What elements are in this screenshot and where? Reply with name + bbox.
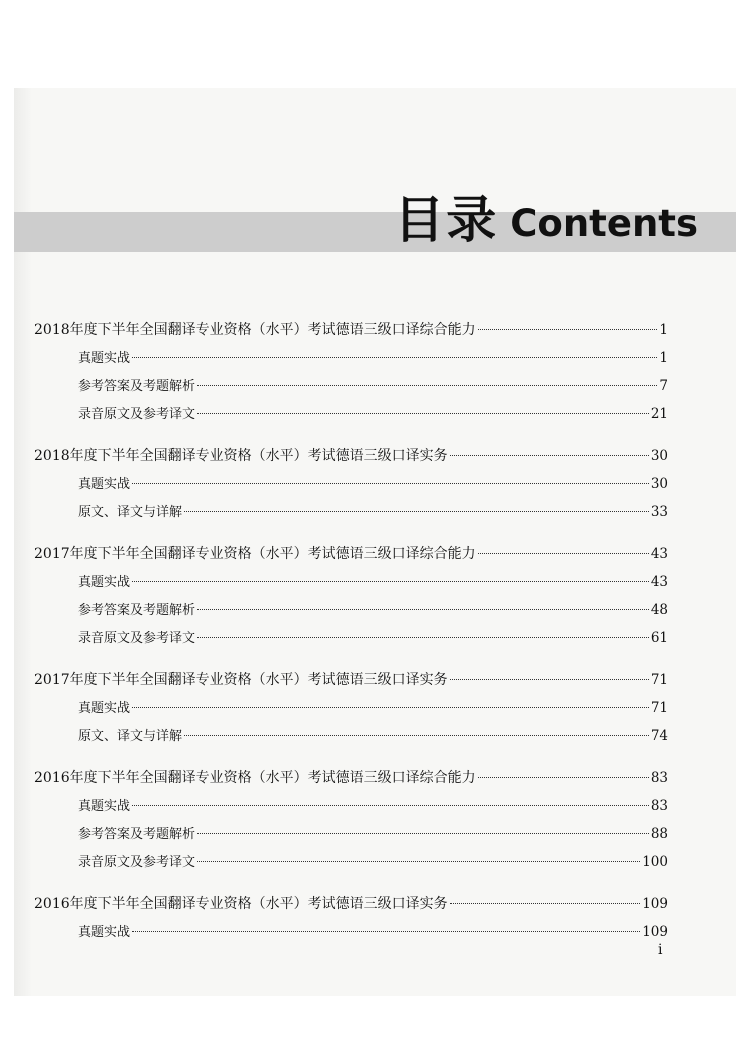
title-english: Contents bbox=[510, 202, 698, 245]
toc-entry-title: 2016年度下半年全国翻译专业资格（水平）考试德语三级口译实务 bbox=[34, 896, 448, 912]
toc-subsection-entry[interactable] bbox=[34, 400, 668, 428]
toc-entry-page: 61 bbox=[650, 630, 668, 646]
toc-entry-title: 真题实战 bbox=[78, 477, 131, 492]
toc-entry-page: 30 bbox=[650, 448, 668, 464]
toc-entry-title: 2017年度下半年全国翻译专业资格（水平）考试德语三级口译综合能力 bbox=[34, 546, 476, 562]
toc-subsection-entry[interactable] bbox=[34, 344, 668, 372]
dot-leader bbox=[197, 413, 649, 414]
dot-leader bbox=[197, 833, 649, 834]
toc-subsection-entry[interactable] bbox=[34, 694, 668, 722]
toc-entry-title: 录音原文及参考译文 bbox=[78, 855, 196, 870]
dot-leader bbox=[197, 385, 657, 386]
toc-section-entry[interactable] bbox=[34, 764, 668, 792]
toc-entry-page: 21 bbox=[650, 406, 668, 422]
toc-entry-page: 30 bbox=[650, 476, 668, 492]
dot-leader bbox=[450, 455, 649, 456]
toc-subsection-entry[interactable] bbox=[34, 792, 668, 820]
toc-section-entry[interactable] bbox=[34, 890, 668, 918]
page-title bbox=[394, 190, 698, 250]
toc-entry-title: 录音原文及参考译文 bbox=[78, 407, 196, 422]
toc-entry-title: 真题实战 bbox=[78, 575, 131, 590]
toc-entry-title: 2018年度下半年全国翻译专业资格（水平）考试德语三级口译实务 bbox=[34, 448, 448, 464]
toc-entry-page: 83 bbox=[650, 798, 668, 814]
toc-entry-title: 真题实战 bbox=[78, 701, 131, 716]
dot-leader bbox=[197, 861, 640, 862]
toc-entry-title: 真题实战 bbox=[78, 799, 131, 814]
dot-leader bbox=[184, 735, 649, 736]
toc-entry-title: 2016年度下半年全国翻译专业资格（水平）考试德语三级口译综合能力 bbox=[34, 770, 476, 786]
toc-entry-title: 参考答案及考题解析 bbox=[78, 379, 196, 394]
toc-entry-title: 原文、译文与详解 bbox=[78, 729, 183, 744]
dot-leader bbox=[132, 483, 649, 484]
toc-entry-page: 74 bbox=[650, 728, 668, 744]
page-number: i bbox=[658, 942, 663, 958]
toc-entry-page: 1 bbox=[659, 322, 668, 338]
toc-entry-title: 真题实战 bbox=[78, 351, 131, 366]
dot-leader bbox=[132, 805, 649, 806]
toc-subsection-entry[interactable] bbox=[34, 624, 668, 652]
dot-leader bbox=[478, 777, 649, 778]
toc-entry-page: 7 bbox=[659, 378, 668, 394]
toc-entry-page: 100 bbox=[642, 854, 668, 870]
toc-entry-page: 43 bbox=[650, 574, 668, 590]
dot-leader bbox=[132, 707, 649, 708]
toc-entry-title: 原文、译文与详解 bbox=[78, 505, 183, 520]
toc-entry-page: 71 bbox=[650, 700, 668, 716]
toc-entry-page: 83 bbox=[650, 770, 668, 786]
dot-leader bbox=[478, 329, 658, 330]
toc-section-entry[interactable] bbox=[34, 442, 668, 470]
dot-leader bbox=[132, 357, 657, 358]
dot-leader bbox=[450, 679, 649, 680]
toc-subsection-entry[interactable] bbox=[34, 596, 668, 624]
toc-subsection-entry[interactable] bbox=[34, 372, 668, 400]
dot-leader bbox=[184, 511, 649, 512]
table-of-contents bbox=[34, 316, 668, 946]
toc-section-entry[interactable] bbox=[34, 316, 668, 344]
toc-entry-title: 2017年度下半年全国翻译专业资格（水平）考试德语三级口译实务 bbox=[34, 672, 448, 688]
toc-entry-title: 真题实战 bbox=[78, 925, 131, 940]
toc-subsection-entry[interactable] bbox=[34, 568, 668, 596]
toc-entry-page: 71 bbox=[650, 672, 668, 688]
toc-section-entry[interactable] bbox=[34, 666, 668, 694]
toc-entry-title: 参考答案及考题解析 bbox=[78, 603, 196, 618]
toc-subsection-entry[interactable] bbox=[34, 820, 668, 848]
toc-entry-title: 录音原文及参考译文 bbox=[78, 631, 196, 646]
toc-entry-title: 参考答案及考题解析 bbox=[78, 827, 196, 842]
toc-entry-page: 33 bbox=[650, 504, 668, 520]
dot-leader bbox=[197, 609, 649, 610]
toc-entry-page: 109 bbox=[642, 896, 668, 912]
dot-leader bbox=[478, 553, 649, 554]
title-chinese: 目录 bbox=[394, 191, 499, 249]
dot-leader bbox=[132, 931, 640, 932]
toc-entry-page: 48 bbox=[650, 602, 668, 618]
toc-entry-page: 1 bbox=[659, 350, 668, 366]
dot-leader bbox=[450, 903, 641, 904]
toc-subsection-entry[interactable] bbox=[34, 918, 668, 946]
dot-leader bbox=[197, 637, 649, 638]
toc-subsection-entry[interactable] bbox=[34, 722, 668, 750]
toc-subsection-entry[interactable] bbox=[34, 470, 668, 498]
toc-subsection-entry[interactable] bbox=[34, 848, 668, 876]
toc-entry-title: 2018年度下半年全国翻译专业资格（水平）考试德语三级口译综合能力 bbox=[34, 322, 476, 338]
toc-entry-page: 109 bbox=[642, 924, 668, 940]
toc-section-entry[interactable] bbox=[34, 540, 668, 568]
dot-leader bbox=[132, 581, 649, 582]
toc-entry-page: 88 bbox=[650, 826, 668, 842]
toc-subsection-entry[interactable] bbox=[34, 498, 668, 526]
toc-entry-page: 43 bbox=[650, 546, 668, 562]
